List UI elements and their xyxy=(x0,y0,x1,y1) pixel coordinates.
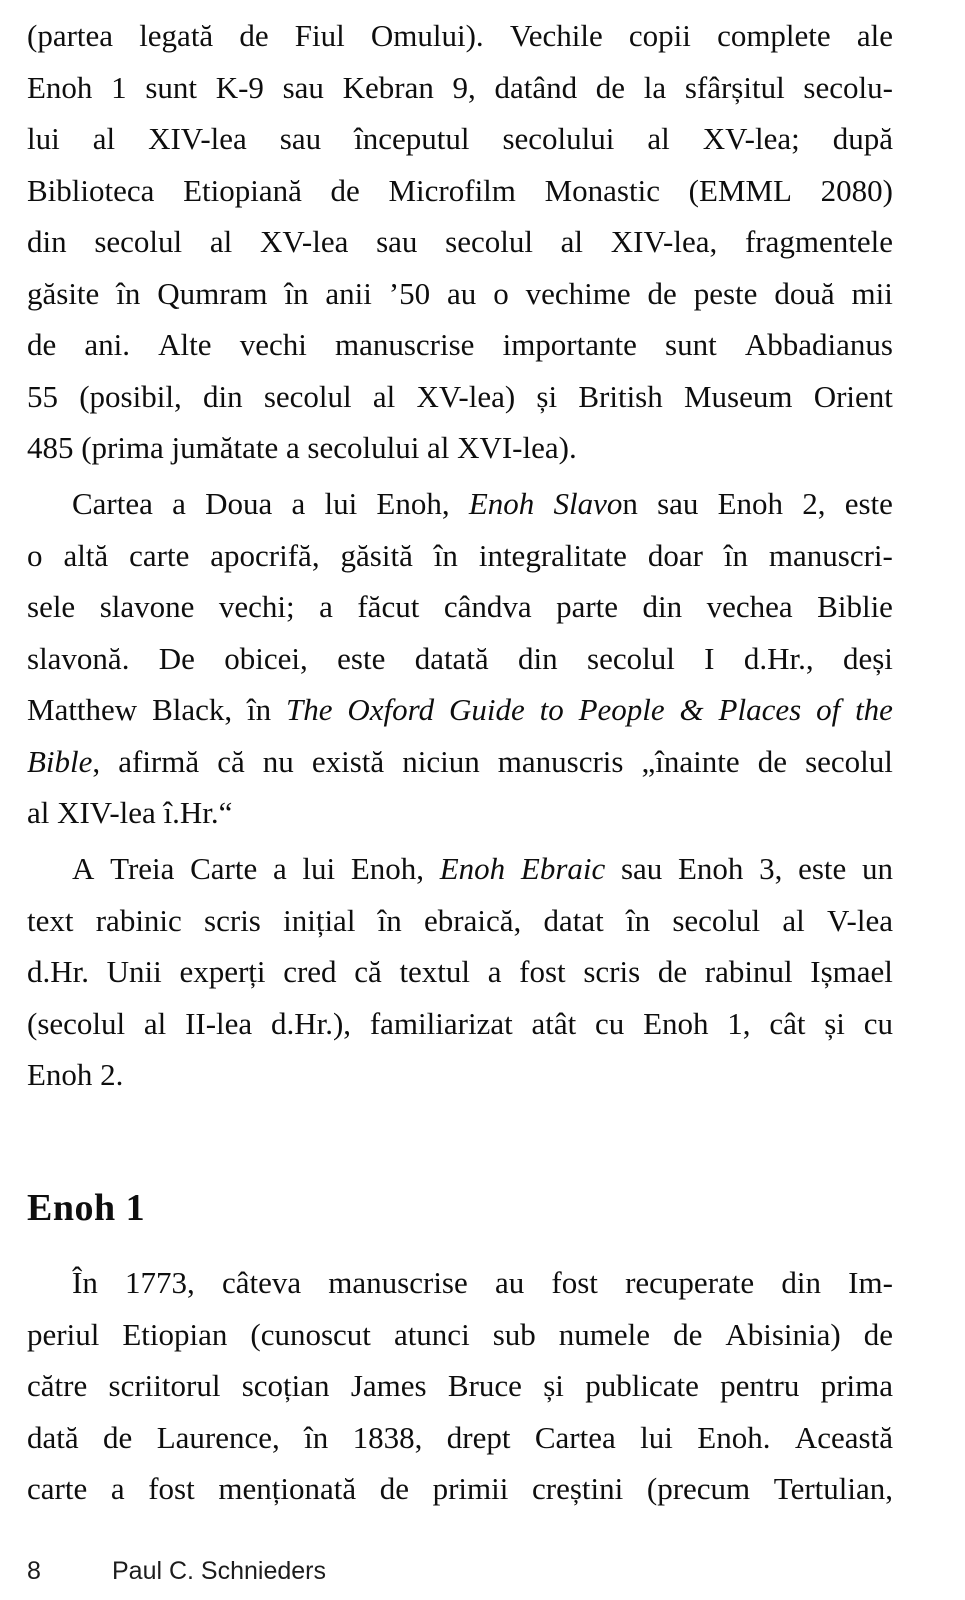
page-number: 8 xyxy=(27,1557,41,1585)
text-line: Cartea a Doua a lui Enoh, Enoh Slavon sau Enoh 2, este xyxy=(72,486,893,521)
text-line: În 1773, câteva manuscrise au fost recuperate din Im- xyxy=(72,1265,893,1300)
text-line: al XIV-lea î.Hr.“ xyxy=(27,795,233,830)
body-text-block-1 xyxy=(27,10,893,1101)
text-line: către scriitorul scoțian James Bruce și publicate pentru prima xyxy=(27,1368,893,1403)
text-line: (secolul al II-lea d.Hr.), familiarizat atât cu Enoh 1, cât și cu xyxy=(27,1005,893,1041)
text-line: (partea legată de Fiul Omului). Vechile copii complete ale xyxy=(27,18,893,53)
text-line: din secolul al XV-lea sau secolul al XIV-lea, fragmentele xyxy=(27,224,893,259)
text-line: lui al XIV-lea sau începutul secolului al XV-lea; după xyxy=(27,121,893,156)
text-line: de ani. Alte vechi manuscrise importante sunt Abbadianus xyxy=(27,327,893,362)
text-line: d.Hr. Unii experți cred că textul a fost scris de rabinul Ișmael xyxy=(27,954,893,989)
text-line: Matthew Black, în The Oxford Guide to People & Places of the xyxy=(27,692,893,727)
running-header-author: Paul C. Schnieders xyxy=(112,1557,327,1585)
text-line: A Treia Carte a lui Enoh, Enoh Ebraic sau Enoh 3, este un xyxy=(72,851,893,886)
section-heading: Enoh 1 xyxy=(27,1187,146,1229)
page-footer xyxy=(27,1556,627,1588)
text-line: 485 (prima jumătate a secolului al XVI-lea). xyxy=(27,430,577,465)
text-line: sele slavone vechi; a făcut cândva parte din vechea Biblie xyxy=(27,589,893,624)
text-line: text rabinic scris inițial în ebraică, datat în secolul al V-lea xyxy=(27,902,893,938)
text-line: periul Etiopian (cunoscut atunci sub numele de Abisinia) de xyxy=(27,1316,893,1352)
text-line: Enoh 1 sunt K-9 sau Kebran 9, datând de la sfârșitul secolu- xyxy=(27,69,893,105)
text-line: Biblioteca Etiopiană de Microfilm Monastic (EMML 2080) xyxy=(27,172,893,208)
text-line: o altă carte apocrifă, găsită în integralitate doar în manuscri- xyxy=(27,537,893,573)
text-line: Bible, afirmă că nu există niciun manuscris „înainte de secolul xyxy=(27,743,893,779)
text-line: Enoh 2. xyxy=(27,1057,124,1092)
text-line: dată de Laurence, în 1838, drept Cartea lui Enoh. Această xyxy=(27,1419,893,1455)
text-line: carte a fost menționată de primii creștini (precum Tertulian, xyxy=(27,1471,893,1506)
body-text-block-2 xyxy=(27,1257,893,1515)
text-line: găsite în Qumram în anii ’50 au o vechime de peste două mii xyxy=(27,275,893,311)
text-line: slavonă. De obicei, este datată din secolul I d.Hr., deși xyxy=(27,640,893,676)
text-line: 55 (posibil, din secolul al XV-lea) și British Museum Orient xyxy=(27,378,893,414)
